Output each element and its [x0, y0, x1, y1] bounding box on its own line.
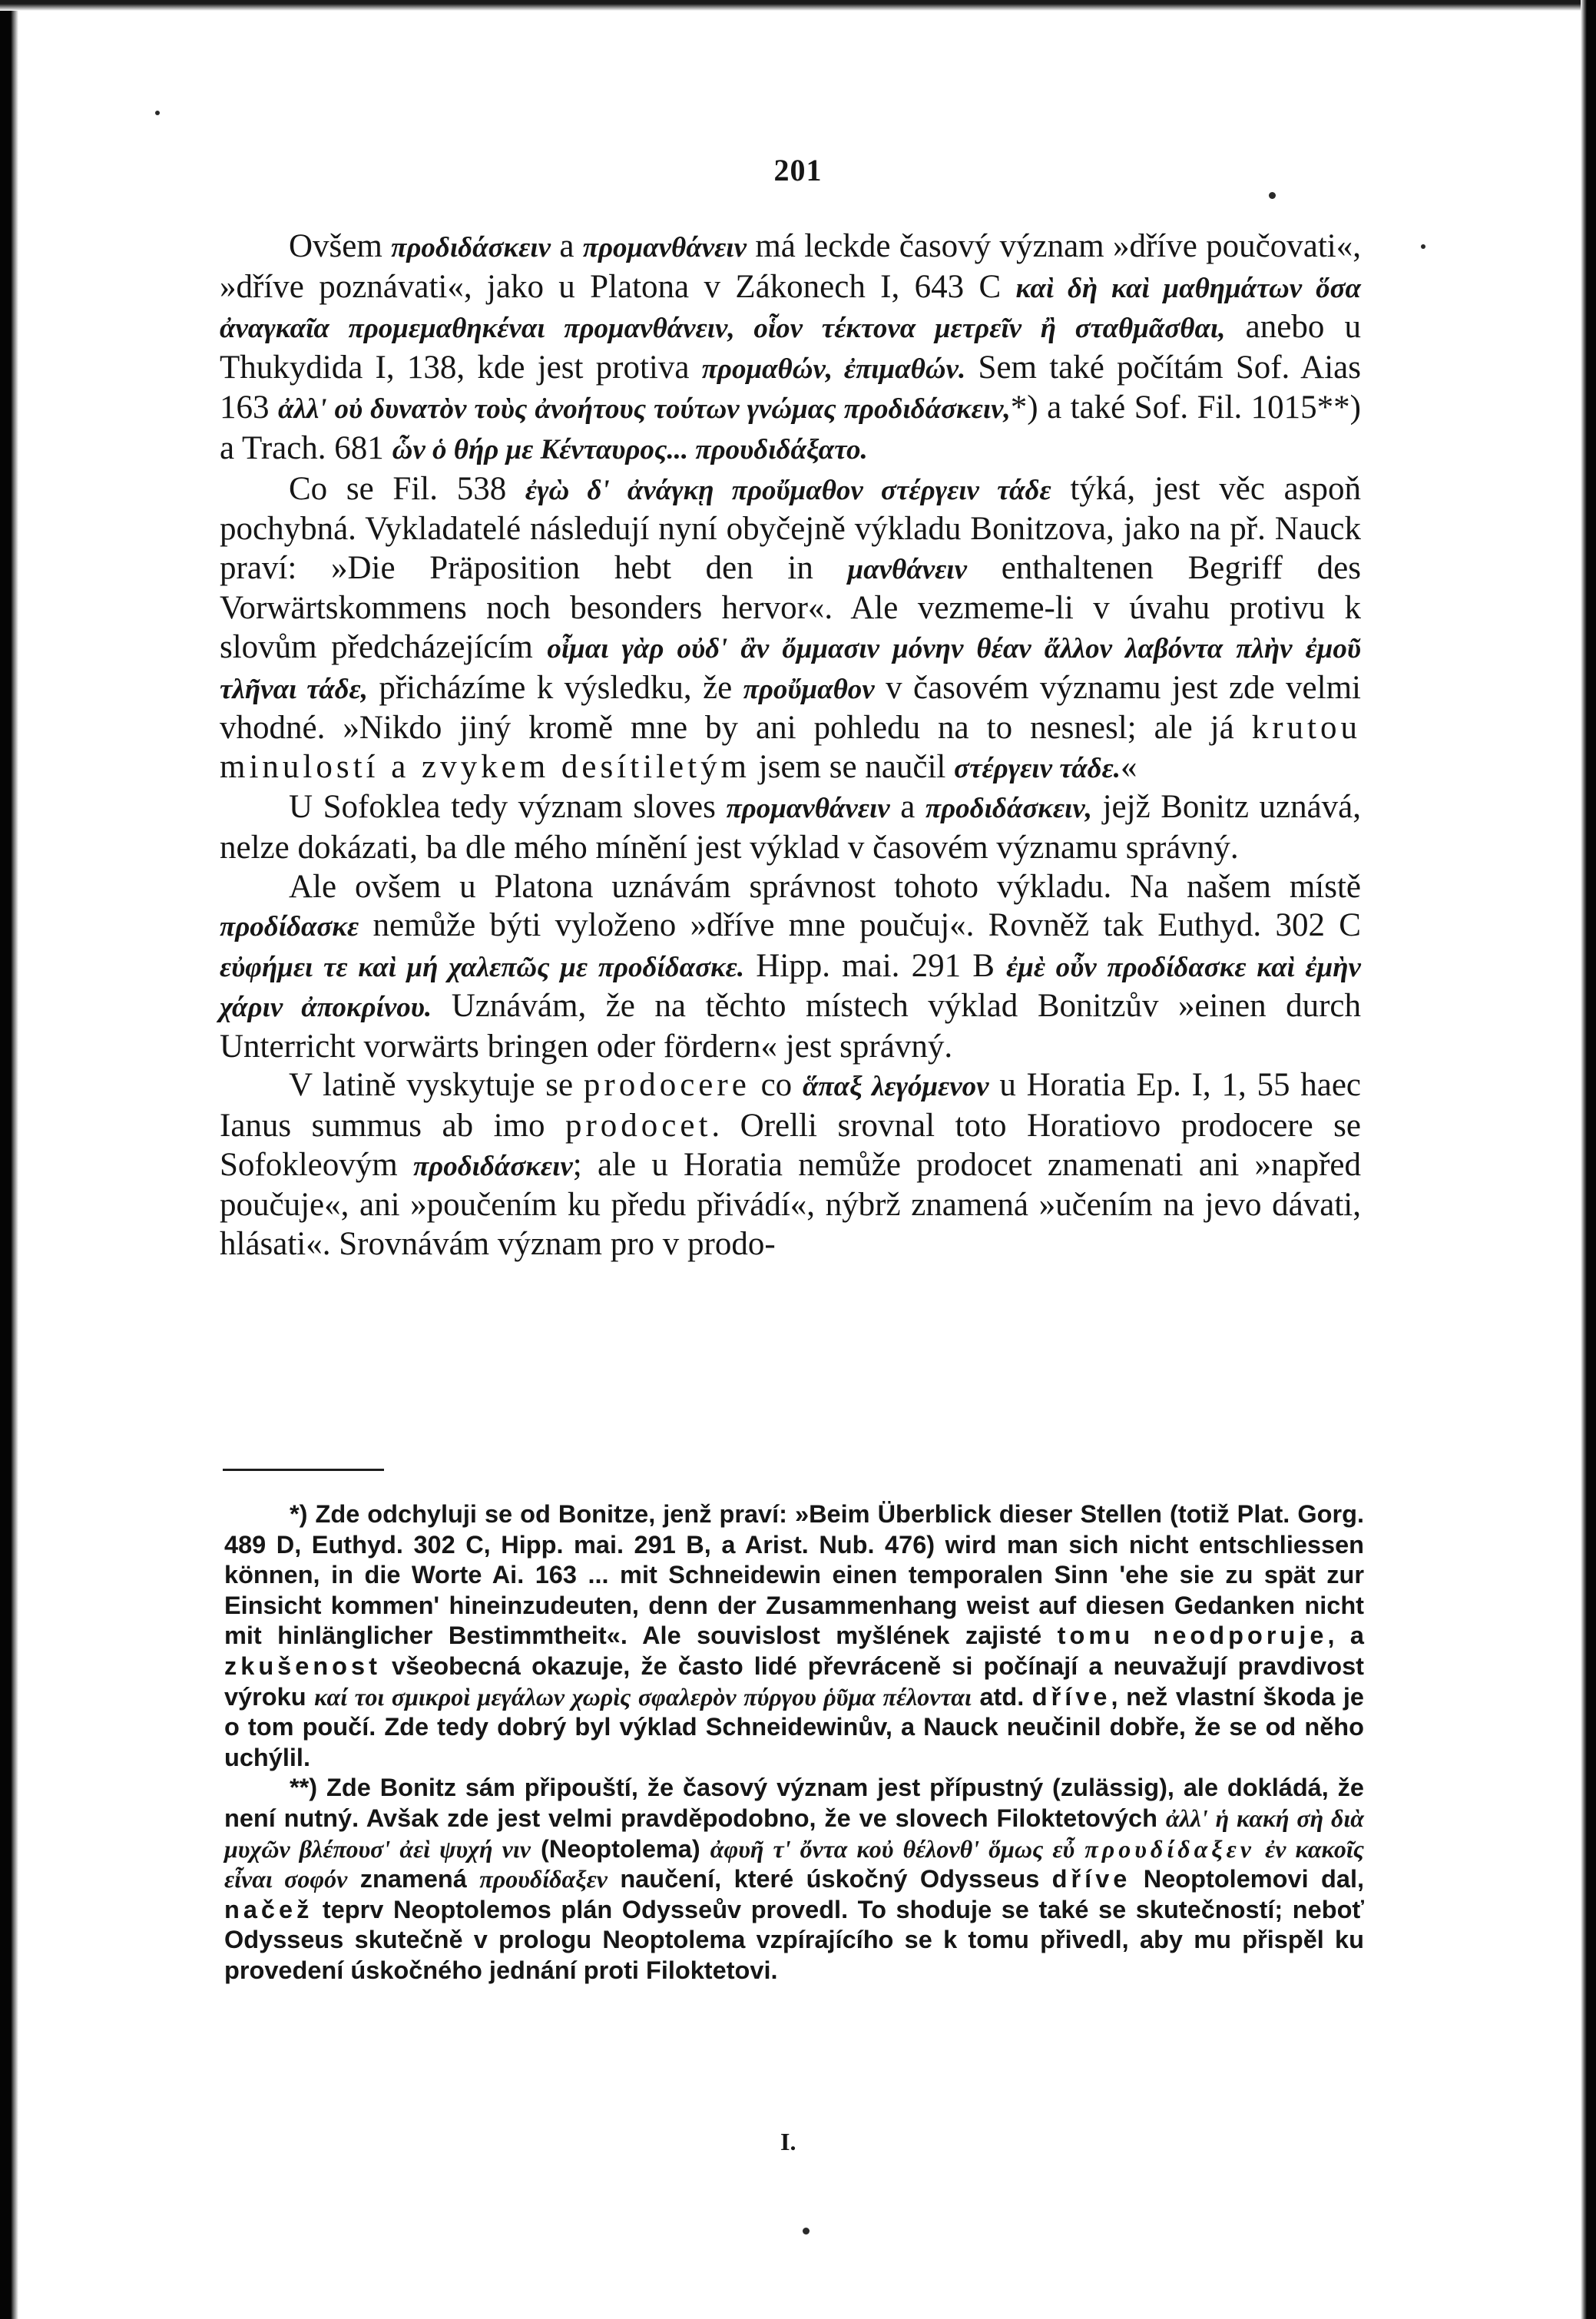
emphasized-text: prodocet: [565, 1108, 712, 1145]
text-run: Hipp. mai. 291 B: [744, 947, 1007, 984]
text-run: . Orelli srovnal toto Horatiovo prodocere se Sofokleovým: [220, 1108, 1362, 1183]
text-run: jsem se naučil: [750, 748, 955, 785]
text-run: Sem také počítám Sof. Aias 163: [220, 349, 1361, 426]
greek-text: προμανθάνειν: [726, 793, 890, 825]
greek-text: ἀλλ' οὐ δυνατὸν τοὺς ἀνοήτους τούτων γνώμας προδιδάσκειν,: [277, 393, 1011, 426]
paragraph: [220, 227, 1361, 470]
text-run: anebo u Thukydida I, 138, kde jest protiva: [220, 309, 1362, 386]
text-run: (Neoptolema): [530, 1834, 710, 1863]
greek-text: ἐν κακοῖς εἶναι σοφόν: [224, 1834, 1365, 1893]
greek-text: ἀλλ' ἡ κακή σὴ διὰ μυχῶν βλέπουσ' ἀεὶ ψυχή νιν: [224, 1804, 1364, 1863]
paragraph: [220, 788, 1361, 867]
text-run: přicházíme k výsledku, že: [367, 669, 743, 706]
main-text: [220, 227, 1361, 1264]
greek-text: προὔμαθον: [743, 673, 875, 705]
paragraph: [220, 868, 1361, 1067]
greek-text: εὐφήμει τε καὶ μή χαλεπῶς με προδίδασκε.: [220, 951, 745, 983]
text-run: teprv Neoptolemos plán Odysseův provedl. To shoduje se také se skutečností; neboť Odysseus skutečně v prologu Neoptolema vzpírajícího se k tomu přivedl, aby mu přispěl ku provedení úskočného jednání proti Filoktetovi.: [224, 1895, 1364, 1984]
greek-text: ἐμὲ οὖν προδίδασκε καὶ ἐμὴν χάριν ἀποκρίνου.: [220, 951, 1361, 1024]
greek-text: ὧν ὁ θήρ με Κένταυρος... προυδιδάξατο.: [392, 433, 868, 465]
page-number: 201: [773, 153, 823, 187]
text-run: týká, jest věc aspoň pochybná. Vykladatelé následují nyní obyčejně výkladu Bonitzova, jako na př. Nauck praví: »Die Präposition hebt den in: [220, 470, 1361, 586]
greek-text: προδιδάσκειν: [391, 232, 551, 263]
text-run: [1255, 1835, 1265, 1863]
text-run: všeobecná okazuje, že často lidé převráceně si počínají a neuvažují pravdivost výroku: [224, 1651, 1364, 1711]
footnotes: [224, 1499, 1364, 1986]
scan-speck: [1269, 192, 1276, 199]
emphasized-text: načež: [224, 1895, 313, 1923]
text-run: nemůže býti vyloženo »dříve mne poučuj«. Rovněž tak Euthyd. 302 C: [359, 907, 1361, 944]
scan-right-edge: [1581, 0, 1596, 2319]
text-run: jejž Bonitz uznává, nelze dokázati, ba dle mého mínění jest výklad v časovém významu správný.: [220, 789, 1361, 866]
emphasized-text: prodocere: [583, 1067, 750, 1104]
greek-text: στέργειν τάδε.: [954, 752, 1121, 784]
text-run: enthaltenen Begriff des Vorwärtskommens noch besonders hervor«. Ale vezmeme-li v úvahu protivu k slovům předcházejícím: [220, 549, 1361, 665]
scan-speck: [1421, 244, 1425, 249]
paragraph: [220, 1066, 1361, 1264]
text-run: V latině vyskytuje se: [289, 1067, 584, 1104]
footnote-divider: [223, 1469, 384, 1471]
emphasized-text: dříve: [1031, 1682, 1111, 1711]
greek-text: προδιδάσκειν,: [925, 793, 1093, 825]
footnote: [224, 1499, 1364, 1773]
greek-text: προδιδάσκειν: [412, 1150, 573, 1182]
text-run: *) a také Sof. Fil. 1015**) a Trach. 681: [220, 389, 1361, 466]
text-run: znamená: [347, 1865, 480, 1893]
greek-text: προμανθάνειν: [582, 232, 747, 263]
text-run: naučení, které úskočný Odysseus: [607, 1865, 1052, 1893]
scan-top-edge: [0, 0, 1596, 11]
scan-speck: [155, 111, 160, 115]
scan-speck: [803, 2228, 810, 2235]
text-run: a: [551, 228, 583, 264]
greek-text: ἀφυῆ τ' ὄντα κοὐ θέλονθ' ὅμως εὖ: [710, 1834, 1075, 1863]
text-run: , a: [1327, 1622, 1364, 1650]
greek-text: προυδίδαξεν: [479, 1865, 608, 1893]
text-run: má leckde časový význam »dříve poučovati«, »dříve poznávati«, jako u Platona v Zákonech I, 643 C: [220, 228, 1361, 305]
text-run: , než vlastní škoda je o tom poučí. Zde tedy dobrý byl výklad Schneidewinův, a Nauck neučinil dobře, že se od něho uchýlil.: [224, 1682, 1364, 1771]
greek-text: προμαθών, ἐπιμαθών.: [701, 353, 966, 385]
text-run: ; ale u Horatia nemůže prodocet znamenati ani »napřed poučuje«, ani »poučením ku předu přivádí«, nýbrž znamená »učením na jevo dávati, hlásati«. Srovnávám význam pro v prodo-: [220, 1146, 1361, 1262]
emphasized-text: tomu neodporuje: [1057, 1622, 1328, 1650]
greek-text: προυδίδαξεν: [1084, 1834, 1255, 1863]
signature-mark: I.: [780, 2128, 796, 2155]
text-run: «: [1121, 748, 1137, 785]
paragraph: [220, 470, 1361, 789]
greek-text: μανθάνειν: [847, 553, 967, 585]
greek-text: ἐγὼ δ' ἀνάγκῃ προὔμαθον στέργειν τάδε: [525, 474, 1051, 506]
text-run: a: [889, 789, 925, 826]
greek-text: οἶμαι γὰρ οὐδ' ἂν ὄμμασιν μόνην θέαν ἄλλον λαβόντα πλὴν ἐμοῦ τλῆναι τάδε,: [220, 632, 1362, 705]
emphasized-text: krutou minulostí a zvykem desítiletým: [220, 710, 1361, 785]
text-run: atd.: [971, 1682, 1032, 1711]
text-run: co: [750, 1067, 803, 1104]
text-run: Uznávám, že na těchto místech výklad Bonitzův »einen durch Unterricht vorwärts bringen oder fördern« jest správný.: [220, 988, 1362, 1065]
text-run: *) Zde odchyluji se od Bonitze, jenž praví: »Beim Überblick dieser Stellen (totiž Plat. Gorg. 489 D, Euthyd. 302 C, Hipp. mai. 291 B, a Arist. Nub. 476) wird man sich nicht entschliessen können, in die Worte Ai. 163 ... mit Schneidewin einen temporalen Sinn 'ehe sie zu spät zur Einsicht kommen' hineinzudeuten, denn der Zusammenhang weist auf diesen Gedanken nicht mit hinlänglicher Bestimmtheit«. Ale souvislost myšlének zajisté: [224, 1500, 1364, 1650]
scan-left-edge: [0, 0, 18, 2319]
emphasized-text: dříve: [1051, 1865, 1131, 1893]
greek-text: καὶ δὴ καὶ μαθημάτων ὅσα ἀναγκαῖα προμεμαθηκέναι προμανθάνειν, οἷον τέκτονα μετρεῖν ἢ σταθμᾶσθαι,: [220, 272, 1361, 345]
text-run: v časovém významu jest zde velmi vhodné. »Nikdo jiný kromě mne by ani pohledu na to nesnesl; ale já: [220, 669, 1361, 747]
text-run: **) Zde Bonitz sám připouští, že časový význam jest přípustný (zulässig), ale dokládá, že není nutný. Avšak zde jest velmi pravděpodobno, že ve slovech Filoktetových: [224, 1774, 1364, 1832]
text-run: u Horatia Ep. I, 1, 55 haec Ianus summus ab imo: [220, 1067, 1361, 1145]
text-run: Neoptolemovi dal,: [1131, 1865, 1365, 1893]
footnote: [224, 1773, 1364, 1986]
text-run: Co se Fil. 538: [289, 470, 525, 507]
greek-text: καί τοι σμικροὶ μεγάλων χωρὶς σφαλερὸν πύργου ῥῦμα πέλονται: [314, 1682, 972, 1711]
greek-text: προδίδασκε: [220, 911, 359, 943]
text-run: Ovšem: [289, 228, 392, 264]
emphasized-text: zkušenost: [224, 1651, 381, 1680]
text-run: U Sofoklea tedy význam sloves: [289, 789, 727, 826]
text-run: Ale ovšem u Platona uznávám správnost tohoto výkladu. Na našem místě: [289, 868, 1361, 905]
text-run: [1074, 1835, 1084, 1863]
greek-text: ἅπαξ λεγόμενον: [802, 1071, 989, 1103]
